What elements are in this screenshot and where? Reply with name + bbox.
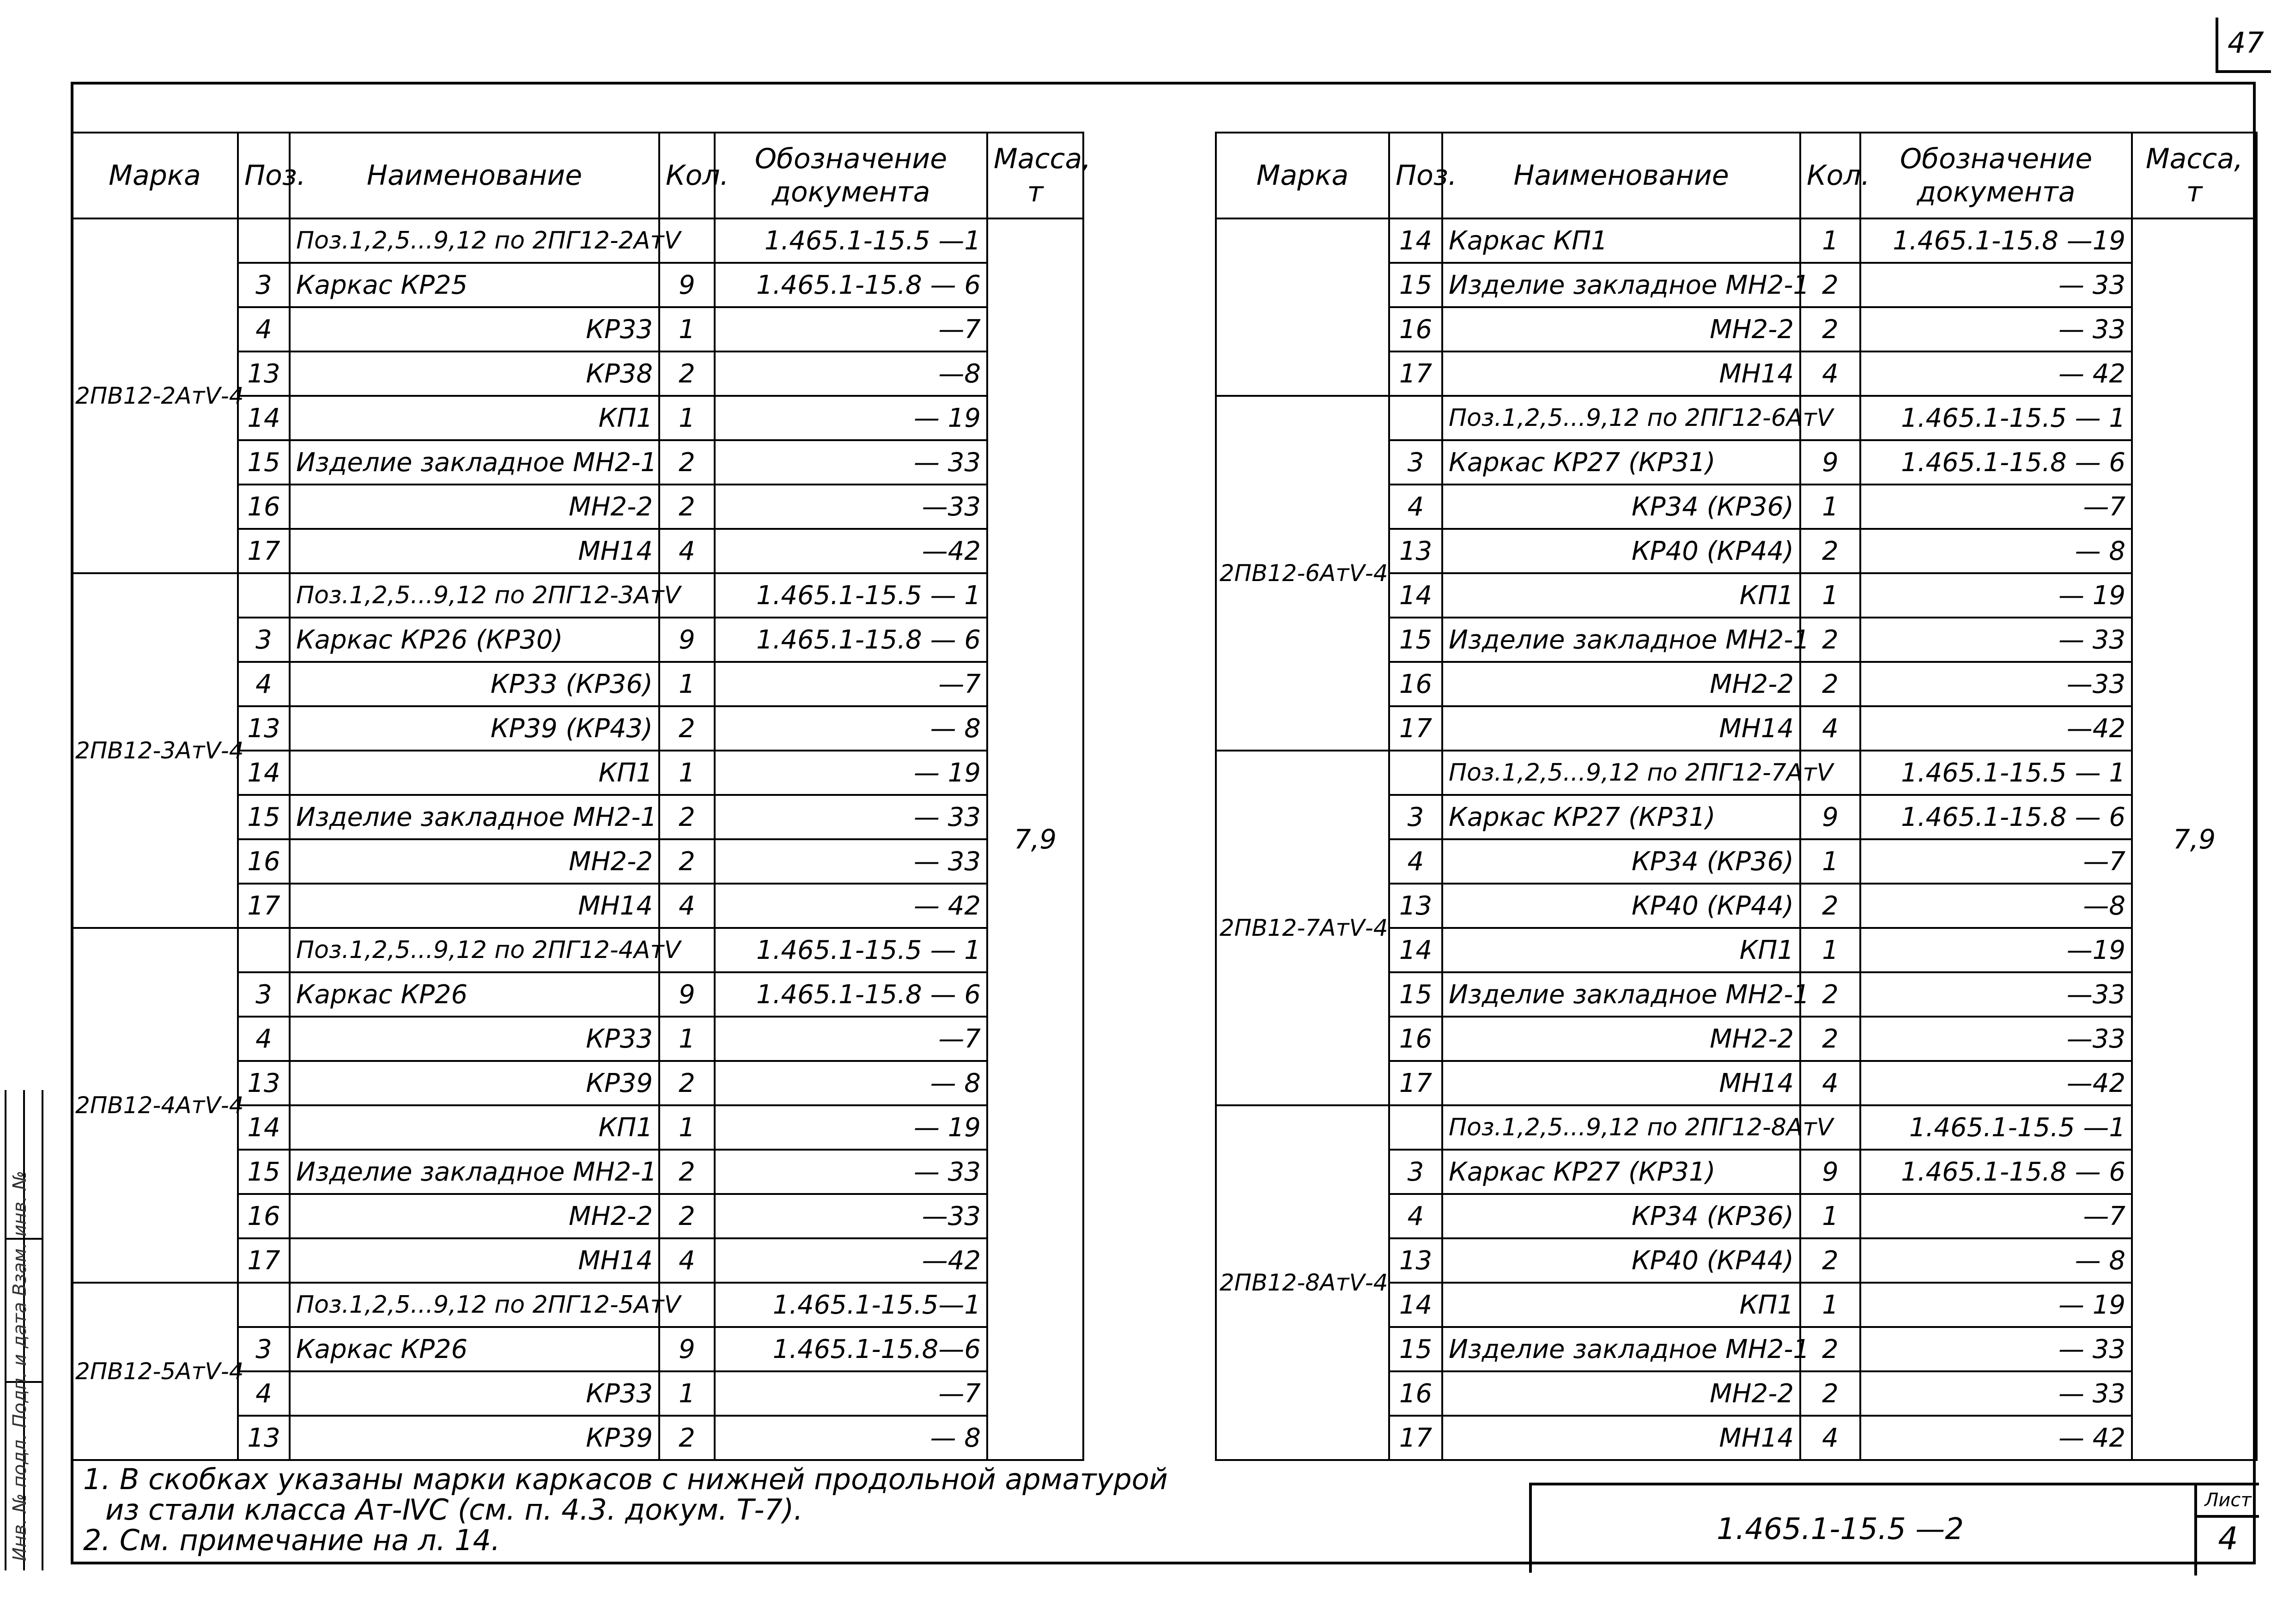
table-row <box>72 928 1083 972</box>
pos-cell: 4 <box>1389 1194 1442 1238</box>
doc-cell: — 42 <box>1860 351 2132 396</box>
pos-cell <box>238 928 290 972</box>
pos-cell: 13 <box>238 351 290 396</box>
sheet-number: 4 <box>2218 1521 2238 1557</box>
name-cell: Поз.1,2,5...9,12 по 2ПГ12-4АтⅤ <box>290 928 659 972</box>
right-header-row <box>1216 133 2257 218</box>
qty-cell: 9 <box>659 263 715 307</box>
qty-cell: 1 <box>659 307 715 351</box>
pos-cell: 13 <box>238 1061 290 1105</box>
doc-cell: —7 <box>1860 1194 2132 1238</box>
qty-cell: 2 <box>659 839 715 884</box>
name-cell: Каркас КР25 <box>290 263 659 307</box>
pos-cell: 17 <box>238 1238 290 1283</box>
qty-cell: 1 <box>1800 1283 1860 1327</box>
name-cell: МН14 <box>290 884 659 928</box>
pos-cell: 16 <box>1389 662 1442 706</box>
qty-cell: 2 <box>1800 884 1860 928</box>
mass-cell: 7,9 <box>2132 218 2257 1460</box>
name-cell: Поз.1,2,5...9,12 по 2ПГ12-5АтⅤ <box>290 1283 659 1327</box>
qty-cell: 1 <box>659 1371 715 1416</box>
doc-cell: — 33 <box>1860 1371 2132 1416</box>
header-doc: Обозначение документа <box>715 133 987 218</box>
name-cell: МН2-2 <box>1442 307 1800 351</box>
pos-cell: 16 <box>238 485 290 529</box>
name-cell: МН2-2 <box>1442 1371 1800 1416</box>
qty-cell: 4 <box>1800 1416 1860 1460</box>
pos-cell: 16 <box>1389 1371 1442 1416</box>
doc-cell: —42 <box>715 1238 987 1283</box>
table-row <box>72 573 1083 618</box>
name-cell: Каркас КР27 (КР31) <box>1442 440 1800 485</box>
pos-cell: 14 <box>1389 928 1442 972</box>
doc-cell: 1.465.1-15.5 — 1 <box>1860 396 2132 440</box>
doc-cell: —8 <box>715 351 987 396</box>
brand-cell: 2ПВ12-7АтⅤ-4 <box>1216 751 1389 1105</box>
pos-cell: 13 <box>1389 1238 1442 1283</box>
pos-cell: 14 <box>238 1105 290 1150</box>
doc-cell: 1.465.1-15.8 — 6 <box>715 263 987 307</box>
pos-cell <box>238 1283 290 1327</box>
pos-cell: 15 <box>238 1150 290 1194</box>
pos-cell <box>1389 1105 1442 1150</box>
pos-cell: 15 <box>1389 263 1442 307</box>
name-cell: КР39 (КР43) <box>290 706 659 751</box>
doc-cell: 1.465.1-15.8—6 <box>715 1327 987 1371</box>
doc-cell: — 19 <box>1860 1283 2132 1327</box>
name-cell: КР34 (КР36) <box>1442 839 1800 884</box>
header-mass: Масса, т <box>2132 133 2257 218</box>
qty-cell: 9 <box>1800 1150 1860 1194</box>
name-cell: МН14 <box>1442 706 1800 751</box>
doc-cell: 1.465.1-15.8 — 6 <box>715 972 987 1017</box>
qty-cell: 1 <box>1800 573 1860 618</box>
pos-cell: 17 <box>238 884 290 928</box>
qty-cell: 9 <box>1800 795 1860 839</box>
qty-cell: 2 <box>1800 662 1860 706</box>
name-cell: Поз.1,2,5...9,12 по 2ПГ12-3АтⅤ <box>290 573 659 618</box>
table-row <box>1216 751 2257 795</box>
pos-cell: 15 <box>238 440 290 485</box>
pos-cell: 3 <box>238 618 290 662</box>
name-cell: КР40 (КР44) <box>1442 529 1800 573</box>
header-name: Наименование <box>1442 133 1800 218</box>
qty-cell: 2 <box>1800 1327 1860 1371</box>
left-spec-table <box>71 132 1091 1461</box>
doc-cell: —7 <box>715 1371 987 1416</box>
pos-cell: 17 <box>1389 1416 1442 1460</box>
name-cell: Изделие закладное МН2-1 <box>290 440 659 485</box>
qty-cell: 2 <box>659 440 715 485</box>
side-strip <box>0 1062 51 1570</box>
qty-cell: 1 <box>1800 839 1860 884</box>
doc-cell: 1.465.1-15.5 — 1 <box>715 573 987 618</box>
name-cell: КР40 (КР44) <box>1442 1238 1800 1283</box>
doc-cell: — 33 <box>1860 263 2132 307</box>
qty-cell: 1 <box>659 751 715 795</box>
qty-cell: 9 <box>659 618 715 662</box>
brand-cell: 2ПВ12-2АтⅤ-4 <box>72 218 238 573</box>
name-cell: КП1 <box>1442 1283 1800 1327</box>
table-row <box>1216 218 2257 263</box>
name-cell: МН2-2 <box>290 1194 659 1238</box>
name-cell: Поз.1,2,5...9,12 по 2ПГ12-7АтⅤ <box>1442 751 1800 795</box>
pos-cell: 15 <box>1389 1327 1442 1371</box>
table-row <box>1216 396 2257 440</box>
doc-cell: 1.465.1-15.8 — 6 <box>1860 440 2132 485</box>
strip-line <box>42 1090 43 1570</box>
name-cell: КП1 <box>1442 928 1800 972</box>
qty-cell: 2 <box>659 795 715 839</box>
name-cell: Каркас КР26 <box>290 972 659 1017</box>
pos-cell: 3 <box>238 263 290 307</box>
strip-line <box>5 1090 6 1570</box>
left-header-row <box>72 133 1083 218</box>
doc-cell: —42 <box>1860 1061 2132 1105</box>
header-pos: Поз. <box>1389 133 1442 218</box>
name-cell: КП1 <box>290 396 659 440</box>
name-cell: Каркас КР27 (КР31) <box>1442 795 1800 839</box>
qty-cell: 4 <box>1800 706 1860 751</box>
name-cell: КР34 (КР36) <box>1442 485 1800 529</box>
doc-cell: — 19 <box>715 396 987 440</box>
name-cell: МН14 <box>290 529 659 573</box>
name-cell: Каркас КП1 <box>1442 218 1800 263</box>
header-mass: Масса, т <box>987 133 1083 218</box>
qty-cell: 2 <box>1800 1371 1860 1416</box>
name-cell: МН2-2 <box>290 485 659 529</box>
doc-cell: —7 <box>715 662 987 706</box>
qty-cell: 4 <box>1800 1061 1860 1105</box>
doc-cell: —33 <box>715 1194 987 1238</box>
doc-cell: — 42 <box>715 884 987 928</box>
pos-cell: 17 <box>1389 706 1442 751</box>
brand-cell: 2ПВ12-8АтⅤ-4 <box>1216 1105 1389 1460</box>
pos-cell <box>238 218 290 263</box>
doc-cell: —8 <box>1860 884 2132 928</box>
header-qty: Кол. <box>1800 133 1860 218</box>
name-cell: КР39 <box>290 1416 659 1460</box>
pos-cell: 16 <box>238 1194 290 1238</box>
brand-cell: 2ПВ12-6АтⅤ-4 <box>1216 396 1389 751</box>
qty-cell: 2 <box>659 1416 715 1460</box>
qty-cell: 1 <box>659 396 715 440</box>
qty-cell: 1 <box>659 1105 715 1150</box>
pos-cell: 13 <box>1389 529 1442 573</box>
header-brand: Марка <box>72 133 238 218</box>
doc-cell: — 33 <box>715 440 987 485</box>
doc-cell: — 33 <box>715 795 987 839</box>
pos-cell: 4 <box>1389 839 1442 884</box>
name-cell: КР40 (КР44) <box>1442 884 1800 928</box>
name-cell: Каркас КР26 (КР30) <box>290 618 659 662</box>
name-cell: КР33 <box>290 307 659 351</box>
doc-cell: —7 <box>715 307 987 351</box>
pos-cell: 17 <box>1389 351 1442 396</box>
name-cell: КП1 <box>290 1105 659 1150</box>
pos-cell: 14 <box>238 751 290 795</box>
doc-cell: 1.465.1-15.5 —1 <box>715 218 987 263</box>
qty-cell: 2 <box>659 1194 715 1238</box>
pos-cell: 17 <box>238 529 290 573</box>
qty-cell: 2 <box>659 1150 715 1194</box>
qty-cell: 2 <box>659 351 715 396</box>
doc-cell: —19 <box>1860 928 2132 972</box>
doc-cell: — 42 <box>1860 1416 2132 1460</box>
mass-cell: 7,9 <box>987 218 1083 1460</box>
qty-cell: 2 <box>1800 1017 1860 1061</box>
name-cell: Поз.1,2,5...9,12 по 2ПГ12-2АтⅤ <box>290 218 659 263</box>
doc-cell: — 33 <box>1860 618 2132 662</box>
table-row <box>72 218 1083 263</box>
qty-cell: 2 <box>1800 263 1860 307</box>
doc-cell: — 19 <box>715 751 987 795</box>
name-cell: МН14 <box>1442 1416 1800 1460</box>
qty-cell: 2 <box>659 1061 715 1105</box>
qty-cell: 4 <box>659 1238 715 1283</box>
pos-cell: 14 <box>238 396 290 440</box>
doc-cell: —33 <box>1860 662 2132 706</box>
doc-cell: 1.465.1-15.5 — 1 <box>715 928 987 972</box>
doc-cell: — 33 <box>1860 307 2132 351</box>
doc-cell: 1.465.1-15.8 — 6 <box>1860 1150 2132 1194</box>
doc-cell: —7 <box>1860 839 2132 884</box>
pos-cell: 4 <box>1389 485 1442 529</box>
brand-cell <box>1216 218 1389 396</box>
header-pos: Поз. <box>238 133 290 218</box>
pos-cell: 3 <box>238 1327 290 1371</box>
qty-cell: 9 <box>659 1327 715 1371</box>
qty-cell: 1 <box>1800 485 1860 529</box>
pos-cell: 3 <box>1389 440 1442 485</box>
name-cell: МН14 <box>290 1238 659 1283</box>
qty-cell: 1 <box>1800 928 1860 972</box>
qty-cell: 2 <box>1800 529 1860 573</box>
pos-cell: 16 <box>238 839 290 884</box>
qty-cell: 4 <box>1800 351 1860 396</box>
name-cell: Изделие закладное МН2-1 <box>1442 1327 1800 1371</box>
title-block <box>1529 1483 2259 1573</box>
notes <box>83 1464 1377 1556</box>
doc-cell: —42 <box>715 529 987 573</box>
name-cell: МН2-2 <box>290 839 659 884</box>
doc-cell: 1.465.1-15.8 — 6 <box>715 618 987 662</box>
brand-cell: 2ПВ12-4АтⅤ-4 <box>72 928 238 1283</box>
note-line-2: из стали класса Ат-ⅣС (см. п. 4.3. докум. Т-7). <box>105 1493 803 1527</box>
doc-cell: —7 <box>715 1017 987 1061</box>
name-cell: КР39 <box>290 1061 659 1105</box>
pos-cell: 13 <box>238 1416 290 1460</box>
doc-cell: — 8 <box>715 1416 987 1460</box>
name-cell: МН14 <box>1442 1061 1800 1105</box>
doc-cell: 1.465.1-15.5 —1 <box>1860 1105 2132 1150</box>
name-cell: КР38 <box>290 351 659 396</box>
pos-cell: 4 <box>238 1017 290 1061</box>
qty-cell: 2 <box>1800 307 1860 351</box>
qty-cell: 2 <box>1800 618 1860 662</box>
qty-cell: 1 <box>659 1017 715 1061</box>
note-line-3: 2. См. примечание на л. 14. <box>83 1523 500 1557</box>
name-cell: Каркас КР26 <box>290 1327 659 1371</box>
doc-cell: — 8 <box>1860 1238 2132 1283</box>
header-name: Наименование <box>290 133 659 218</box>
qty-cell: 1 <box>1800 218 1860 263</box>
brand-cell: 2ПВ12-3АтⅤ-4 <box>72 573 238 928</box>
name-cell: КР33 <box>290 1371 659 1416</box>
name-cell: МН14 <box>1442 351 1800 396</box>
doc-cell: 1.465.1-15.8 — 6 <box>1860 795 2132 839</box>
pos-cell <box>1389 396 1442 440</box>
header-brand: Марка <box>1216 133 1389 218</box>
note-line-1: 1. В скобках указаны марки каркасов с нижней продольной арматурой <box>83 1462 1168 1496</box>
qty-cell: 1 <box>659 662 715 706</box>
pos-cell: 3 <box>238 972 290 1017</box>
doc-cell: — 8 <box>715 706 987 751</box>
pos-cell: 14 <box>1389 573 1442 618</box>
pos-cell: 16 <box>1389 1017 1442 1061</box>
table-row <box>1216 1105 2257 1150</box>
pos-cell: 13 <box>1389 884 1442 928</box>
doc-cell: 1.465.1-15.8 —19 <box>1860 218 2132 263</box>
doc-cell: —7 <box>1860 485 2132 529</box>
pos-cell: 4 <box>238 662 290 706</box>
qty-cell: 2 <box>1800 972 1860 1017</box>
pos-cell: 15 <box>1389 972 1442 1017</box>
name-cell: КП1 <box>290 751 659 795</box>
pos-cell: 4 <box>238 307 290 351</box>
table-row <box>72 1283 1083 1327</box>
qty-cell: 2 <box>659 485 715 529</box>
name-cell: Изделие закладное МН2-1 <box>290 795 659 839</box>
side-strip-text: Инв. № подл. Подп. и дата Взам. инв. № <box>9 1170 30 1561</box>
pos-cell: 14 <box>1389 1283 1442 1327</box>
name-cell: Изделие закладное МН2-1 <box>1442 972 1800 1017</box>
name-cell: Поз.1,2,5...9,12 по 2ПГ12-6АтⅤ <box>1442 396 1800 440</box>
doc-cell: — 19 <box>1860 573 2132 618</box>
document-code: 1.465.1-15.5 —2 <box>1717 1512 1964 1546</box>
doc-cell: —33 <box>1860 972 2132 1017</box>
pos-cell: 4 <box>238 1371 290 1416</box>
header-qty: Кол. <box>659 133 715 218</box>
page-number: 47 <box>2216 18 2271 73</box>
brand-cell: 2ПВ12-5АтⅤ-4 <box>72 1283 238 1460</box>
pos-cell: 14 <box>1389 218 1442 263</box>
name-cell: КР33 <box>290 1017 659 1061</box>
name-cell: КП1 <box>1442 573 1800 618</box>
qty-cell: 9 <box>1800 440 1860 485</box>
header-doc: Обозначение документа <box>1860 133 2132 218</box>
name-cell: Изделие закладное МН2-1 <box>1442 263 1800 307</box>
name-cell: КР33 (КР36) <box>290 662 659 706</box>
doc-cell: — 8 <box>1860 529 2132 573</box>
doc-cell: —42 <box>1860 706 2132 751</box>
name-cell: КР34 (КР36) <box>1442 1194 1800 1238</box>
doc-cell: — 33 <box>715 1150 987 1194</box>
doc-cell: — 19 <box>715 1105 987 1150</box>
name-cell: МН2-2 <box>1442 1017 1800 1061</box>
doc-cell: —33 <box>715 485 987 529</box>
name-cell: Поз.1,2,5...9,12 по 2ПГ12-8АтⅤ <box>1442 1105 1800 1150</box>
pos-cell: 13 <box>238 706 290 751</box>
doc-cell: — 33 <box>715 839 987 884</box>
qty-cell: 2 <box>659 706 715 751</box>
qty-cell: 4 <box>659 884 715 928</box>
name-cell: Изделие закладное МН2-1 <box>1442 618 1800 662</box>
doc-cell: — 33 <box>1860 1327 2132 1371</box>
qty-cell: 2 <box>1800 1238 1860 1283</box>
name-cell: Каркас КР27 (КР31) <box>1442 1150 1800 1194</box>
pos-cell: 15 <box>1389 618 1442 662</box>
name-cell: МН2-2 <box>1442 662 1800 706</box>
pos-cell: 16 <box>1389 307 1442 351</box>
pos-cell: 3 <box>1389 795 1442 839</box>
name-cell: Изделие закладное МН2-1 <box>290 1150 659 1194</box>
doc-cell: — 8 <box>715 1061 987 1105</box>
qty-cell: 4 <box>659 529 715 573</box>
sheet-box <box>2194 1485 2259 1576</box>
pos-cell <box>1389 751 1442 795</box>
right-spec-table <box>1215 132 2258 1461</box>
doc-cell: 1.465.1-15.5 — 1 <box>1860 751 2132 795</box>
pos-cell: 17 <box>1389 1061 1442 1105</box>
qty-cell: 1 <box>1800 1194 1860 1238</box>
pos-cell: 15 <box>238 795 290 839</box>
doc-cell: 1.465.1-15.5—1 <box>715 1283 987 1327</box>
qty-cell: 9 <box>659 972 715 1017</box>
sheet-label: Лист <box>2197 1485 2259 1518</box>
doc-cell: —33 <box>1860 1017 2132 1061</box>
pos-cell <box>238 573 290 618</box>
pos-cell: 3 <box>1389 1150 1442 1194</box>
